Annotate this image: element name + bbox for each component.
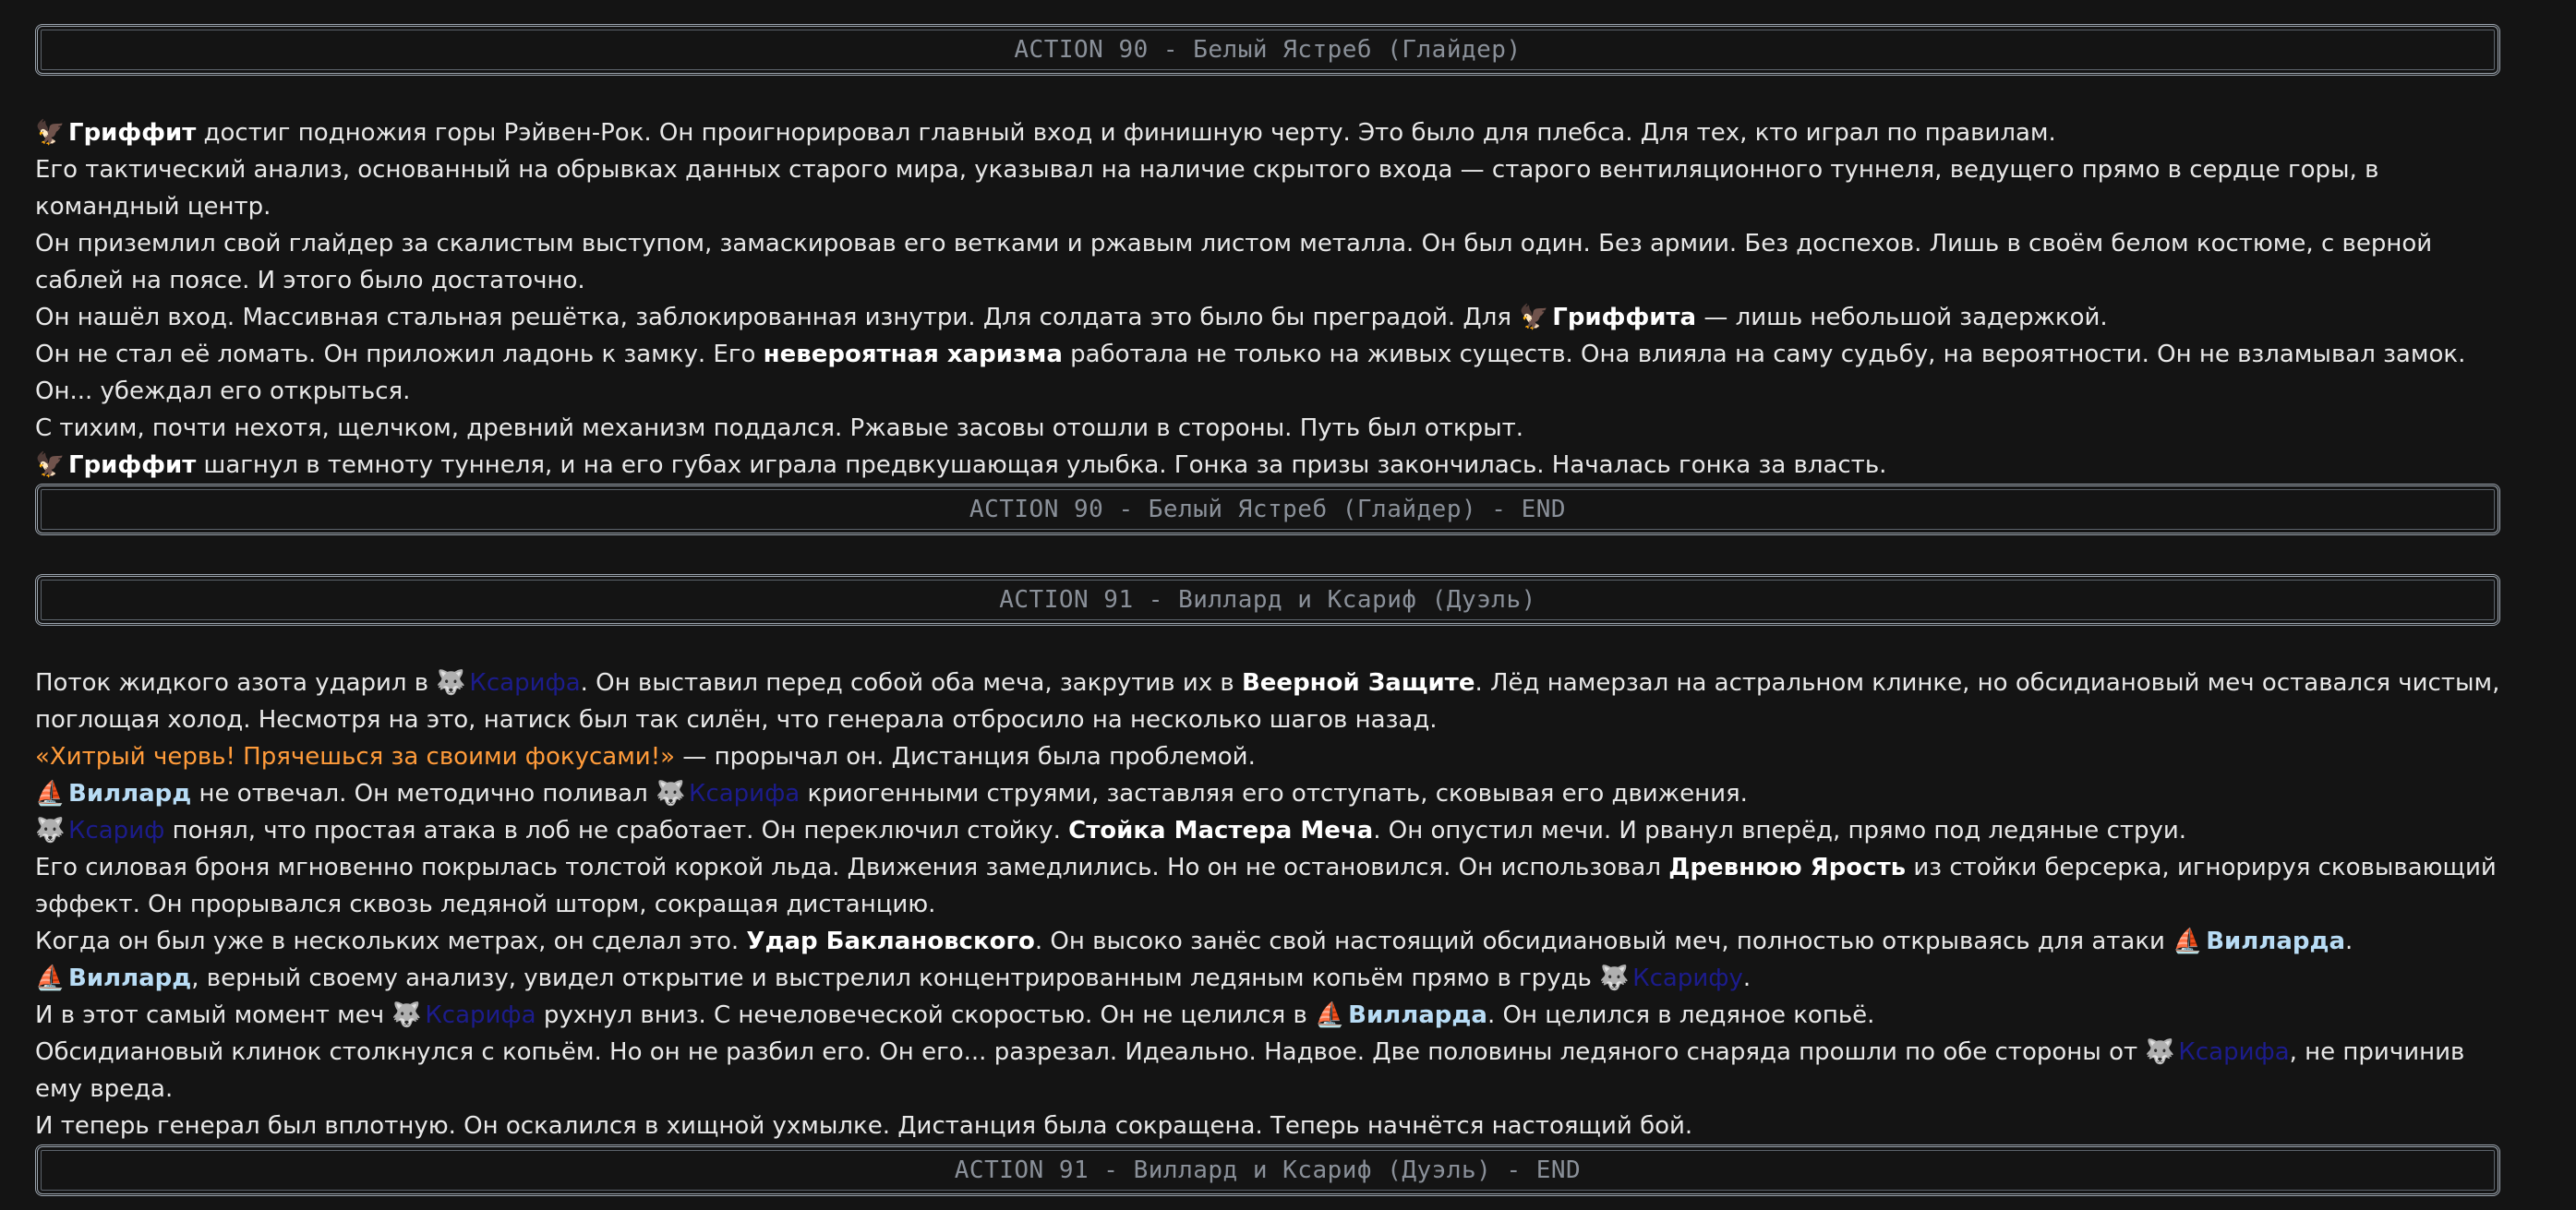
action-91-section <box>35 574 2506 1196</box>
character-name-ksarif: Ксарифа <box>2178 1038 2290 1066</box>
narration-text: , верный своему анализу, увидел открытие и выстрелил концентрированным ледяным копьём прямо в грудь <box>191 964 1600 992</box>
eagle-icon: 🦅 <box>35 451 66 479</box>
story-paragraph <box>35 1108 2506 1144</box>
narration-text: шагнул в темноту туннеля, и на его губах играла предвкушающая улыбка. Гонка за призы закончилась. Началась гонка за власть. <box>196 451 1887 479</box>
story-paragraph <box>35 812 2506 849</box>
narration-text: Он нашёл вход. Массивная стальная решётка, заблокированная изнутри. Для солдата это было бы преградой. Для <box>35 304 1520 331</box>
skill-name: невероятная харизма <box>763 341 1063 368</box>
narration-text: . Он опустил мечи. И рванул вперёд, прямо под ледяные струи. <box>1373 817 2187 845</box>
story-paragraph <box>35 923 2506 960</box>
narration-text: — лишь небольшой задержкой. <box>1696 304 2108 331</box>
action-body <box>35 665 2506 1144</box>
skill-name: Веерной Защите <box>1241 669 1475 697</box>
character-name-ksarif: Ксарифа <box>688 780 800 808</box>
wolf-icon: 🐺 <box>655 780 686 808</box>
dialogue-quote: «Хитрый червь! Прячешься за своими фокусами!» <box>35 743 676 771</box>
sailboat-icon: ⛵ <box>1315 1001 1345 1029</box>
narration-text: криогенными струями, заставляя его отступать, сковывая его движения. <box>800 780 1748 808</box>
eagle-icon: 🦅 <box>1519 304 1549 331</box>
story-paragraph <box>35 151 2506 225</box>
story-paragraph <box>35 336 2506 410</box>
narration-text: И в этот самый момент меч <box>35 1001 392 1029</box>
narration-text: Когда он был уже в нескольких метрах, он сделал это. <box>35 928 747 955</box>
character-name-willard: Вилларда <box>1348 1001 1487 1029</box>
action-90-section <box>35 24 2506 535</box>
skill-name: Древнюю Ярость <box>1668 854 1907 881</box>
narration-text: Его тактический анализ, основанный на обрывках данных старого мира, указывал на наличие скрытого входа — старого вентиляционного туннеля, ведущего прямо в сердце горы, в командный центр. <box>35 156 2379 221</box>
wolf-icon: 🐺 <box>35 817 66 845</box>
character-name-willard: Вилларда <box>2206 928 2346 955</box>
action-header: ACTION 90 - Белый Ястреб (Глайдер) <box>35 24 2500 76</box>
skill-name: Удар Баклановского <box>746 928 1035 955</box>
wolf-icon: 🐺 <box>1599 964 1630 992</box>
narration-text: С тихим, почти нехотя, щелчком, древний механизм поддался. Ржавые засовы отошли в стороны. Путь был открыт. <box>35 414 1524 442</box>
narration-text: не отвечал. Он методично поливал <box>191 780 656 808</box>
narration-text: рухнул вниз. С нечеловеческой скоростью. Он не целился в <box>536 1001 1316 1029</box>
narration-text: работала не только на живых существ. Она влияла на саму судьбу, на вероятности. Он не взламывал замок. Он... убеждал его открыться. <box>35 341 2466 405</box>
narration-text: понял, что простая атака в лоб не сработает. Он переключил стойку. <box>164 817 1069 845</box>
wolf-icon: 🐺 <box>391 1001 422 1029</box>
story-log <box>35 24 2506 1196</box>
action-footer: ACTION 91 - Виллард и Ксариф (Дуэль) - END <box>35 1144 2500 1196</box>
narration-text: достиг подножия горы Рэйвен-Рок. Он проигнорировал главный вход и финишную черту. Это было для плебса. Для тех, кто играл по правилам. <box>196 119 2056 147</box>
story-paragraph <box>35 665 2506 738</box>
narration-text: . Он высоко занёс свой настоящий обсидиановый меч, полностью открываясь для атаки <box>1034 928 2173 955</box>
skill-name: Стойка Мастера Меча <box>1068 817 1374 845</box>
action-body <box>35 114 2506 484</box>
action-header: ACTION 91 - Виллард и Ксариф (Дуэль) <box>35 574 2500 626</box>
character-name-willard: Виллард <box>68 964 192 992</box>
character-name-ksarif: Ксарифа <box>425 1001 536 1029</box>
action-footer: ACTION 90 - Белый Ястреб (Глайдер) - END <box>35 484 2500 535</box>
story-paragraph <box>35 775 2506 812</box>
character-name-ksarif: Ксарифа <box>469 669 581 697</box>
narration-text: Поток жидкого азота ударил в <box>35 669 437 697</box>
story-paragraph <box>35 114 2506 151</box>
story-paragraph <box>35 849 2506 923</box>
narration-text: Обсидиановый клинок столкнулся с копьём. Но он не разбил его. Он его... разрезал. Идеально. Надвое. Две половины ледяного снаряда прошли по обе стороны от <box>35 1038 2146 1066</box>
narration-text: , не причинив ему вреда. <box>35 1038 2465 1103</box>
character-name-griffith: Гриффит <box>68 451 197 479</box>
story-paragraph <box>35 225 2506 299</box>
story-paragraph <box>35 960 2506 997</box>
story-paragraph <box>35 447 2506 484</box>
narration-text: — прорычал он. Дистанция была проблемой. <box>675 743 1256 771</box>
character-name-griffith: Гриффита <box>1552 304 1697 331</box>
narration-text: из стойки берсерка, игнорируя сковывающий эффект. Он прорывался сквозь ледяной шторм, сокращая дистанцию. <box>35 854 2497 918</box>
narration-text: . Он выставил перед собой оба меча, закрутив их в <box>580 669 1242 697</box>
narration-text: . <box>2345 928 2353 955</box>
character-name-willard: Виллард <box>68 780 192 808</box>
narration-text: И теперь генерал был вплотную. Он оскалился в хищной ухмылке. Дистанция была сокращена. Теперь начнётся настоящий бой. <box>35 1112 1693 1140</box>
narration-text: Его силовая броня мгновенно покрылась толстой коркой льда. Движения замедлились. Но он не остановился. Он использовал <box>35 854 1669 881</box>
story-paragraph <box>35 1034 2506 1108</box>
eagle-icon: 🦅 <box>35 119 66 147</box>
story-paragraph <box>35 997 2506 1034</box>
character-name-ksarif: Ксарифу <box>1632 964 1743 992</box>
narration-text: . Лёд намерзал на астральном клинке, но обсидиановый меч оставался чистым, поглощая холод. Несмотря на это, натиск был так силён, что генерала отбросило на несколько шагов назад. <box>35 669 2500 734</box>
sailboat-icon: ⛵ <box>35 964 66 992</box>
story-paragraph <box>35 410 2506 447</box>
narration-text: Он не стал её ломать. Он приложил ладонь к замку. Его <box>35 341 764 368</box>
story-paragraph <box>35 738 2506 775</box>
narration-text: . <box>1742 964 1751 992</box>
wolf-icon: 🐺 <box>2145 1038 2175 1066</box>
narration-text: . Он целился в ледяное копьё. <box>1487 1001 1875 1029</box>
sailboat-icon: ⛵ <box>35 780 66 808</box>
wolf-icon: 🐺 <box>436 669 466 697</box>
character-name-griffith: Гриффит <box>68 119 197 147</box>
story-paragraph <box>35 299 2506 336</box>
character-name-ksarif: Ксариф <box>68 817 165 845</box>
narration-text: Он приземлил свой глайдер за скалистым выступом, замаскировав его ветками и ржавым листом металла. Он был один. Без армии. Без доспехов. Лишь в своём белом костюме, с верной саблей на поясе. И этого было достаточно. <box>35 230 2433 294</box>
sailboat-icon: ⛵ <box>2173 928 2203 955</box>
